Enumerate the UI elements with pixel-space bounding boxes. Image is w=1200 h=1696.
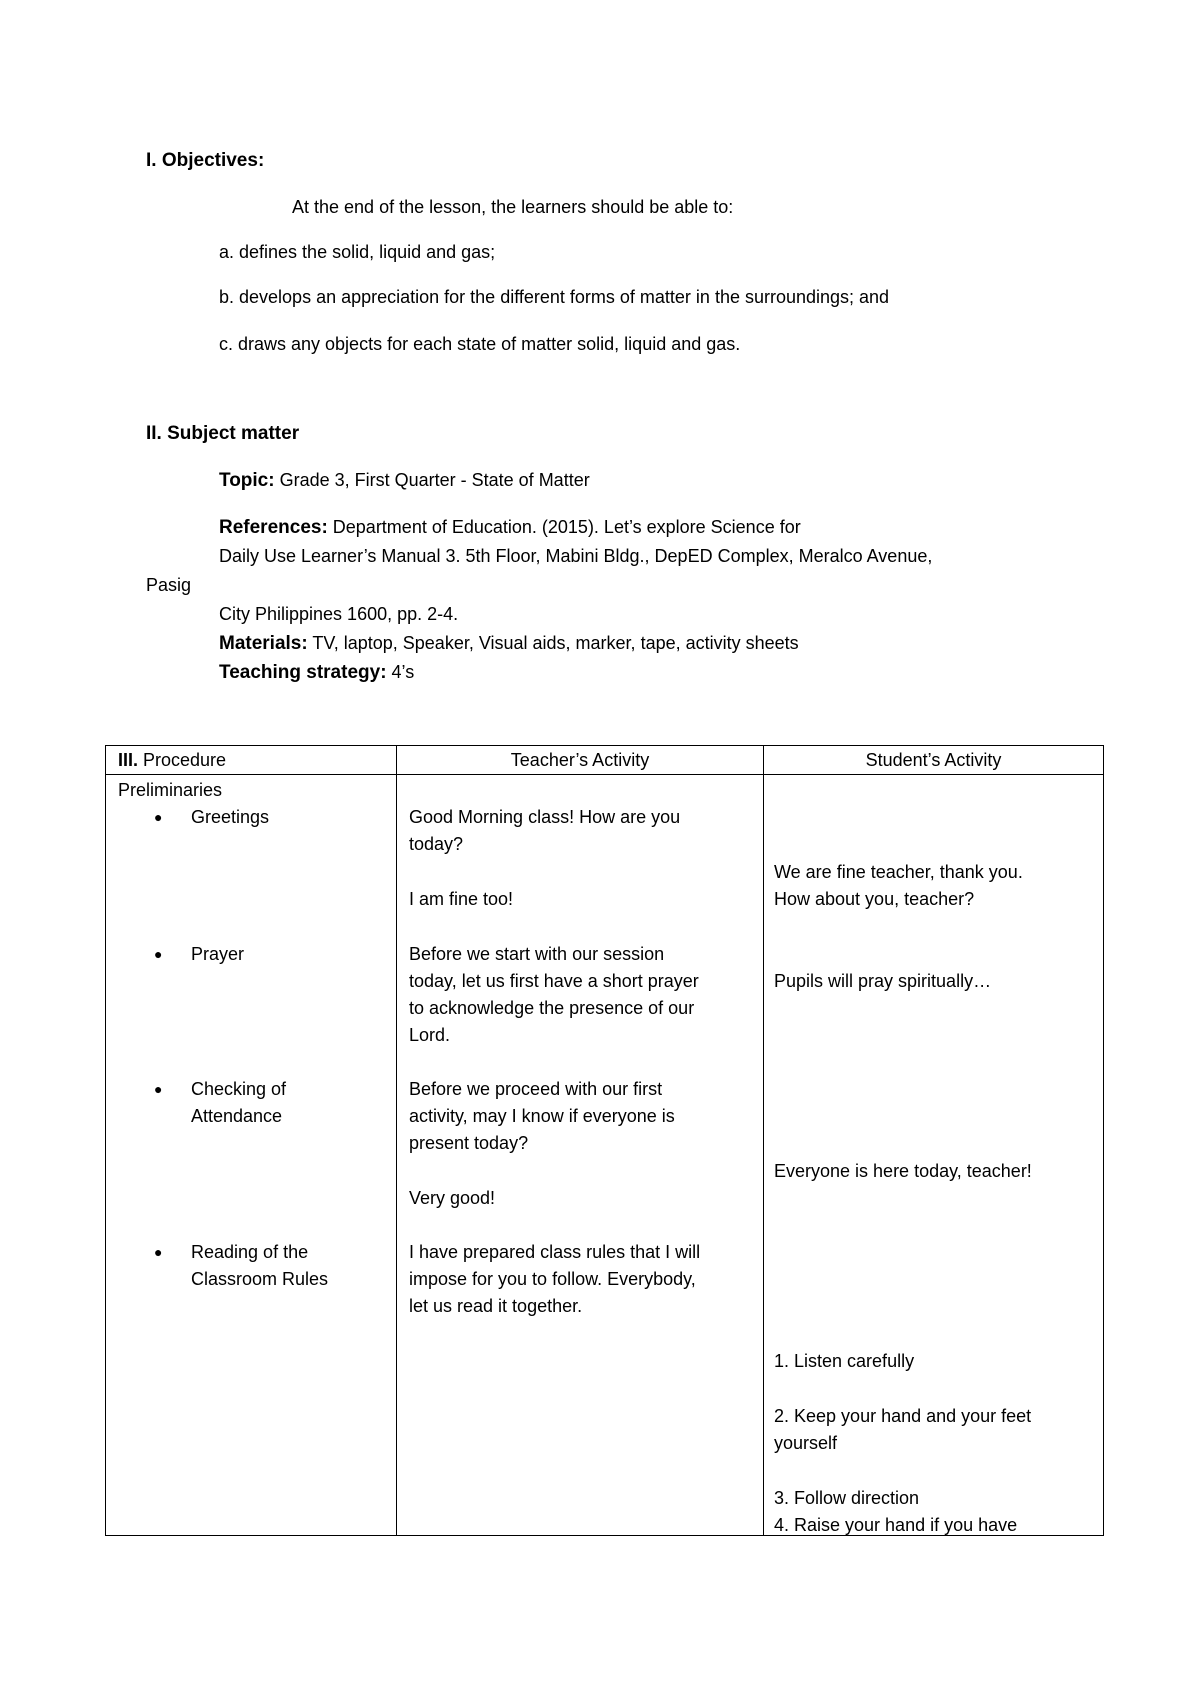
student-rule-3: 3. Follow direction — [774, 1488, 920, 1508]
student-fine-line-1: We are fine teacher, thank you. — [774, 862, 1023, 882]
step-rules-line-2: Classroom Rules — [191, 1269, 329, 1289]
bullet-icon: ● — [154, 809, 163, 825]
teacher-prayer-line-4: Lord. — [409, 1025, 451, 1045]
student-rule-1: 1. Listen carefully — [774, 1351, 915, 1371]
strategy-label: Teaching strategy: — [219, 662, 387, 683]
teacher-prayer-line-2: today, let us first have a short prayer — [409, 971, 699, 991]
topic-label: Topic: — [219, 470, 275, 491]
procedure-table-header — [106, 746, 1104, 775]
teacher-activity-column — [397, 775, 764, 1536]
teacher-very-good: Very good! — [409, 1188, 496, 1208]
student-fine-line-2: How about you, teacher? — [774, 889, 975, 909]
student-rule-2-line-2: yourself — [774, 1433, 838, 1453]
step-greetings: Greetings — [191, 807, 270, 827]
materials-line — [219, 632, 799, 655]
references-line-3: Pasig — [146, 575, 192, 595]
bullet-icon: ● — [154, 946, 163, 962]
bullet-icon: ● — [154, 1081, 163, 1097]
teacher-greeting-line-2: today? — [409, 834, 464, 854]
strategy-value: 4’s — [386, 662, 415, 682]
teacher-attendance-line-3: present today? — [409, 1133, 529, 1153]
materials-label: Materials: — [219, 633, 308, 654]
objectives-heading: I. Objectives: — [146, 150, 265, 171]
topic-line — [219, 469, 590, 492]
header-procedure-label: Procedure — [138, 750, 227, 770]
step-prayer: Prayer — [191, 944, 245, 964]
procedure-table-row — [106, 775, 1104, 1536]
procedure-column — [106, 775, 397, 1536]
references-line-2: Daily Use Learner’s Manual 3. 5th Floor, Mabini Bldg., DepED Complex, Meralco Avenue, — [219, 546, 933, 566]
objective-item-a: a. defines the solid, liquid and gas; — [219, 242, 496, 262]
subject-matter-heading: II. Subject matter — [146, 423, 300, 444]
student-rule-4: 4. Raise your hand if you have — [774, 1515, 1018, 1535]
references-text-1: Department of Education. (2015). Let’s explore Science for — [327, 517, 801, 537]
step-attendance-line-2: Attendance — [191, 1106, 283, 1126]
references-label: References: — [219, 517, 328, 538]
objective-item-b: b. develops an appreciation for the different forms of matter in the surroundings; and — [219, 287, 890, 307]
teacher-rules-line-2: impose for you to follow. Everybody, — [409, 1269, 696, 1289]
objectives-intro: At the end of the lesson, the learners should be able to: — [292, 197, 734, 217]
teacher-prayer-line-3: to acknowledge the presence of our — [409, 998, 695, 1018]
teacher-attendance-line-2: activity, may I know if everyone is — [409, 1106, 675, 1126]
student-activity-column — [764, 775, 1104, 1536]
step-attendance-line-1: Checking of — [191, 1079, 287, 1099]
teacher-greeting-line-1: Good Morning class! How are you — [409, 807, 681, 827]
topic-value: Grade 3, First Quarter - State of Matter — [274, 470, 590, 490]
references-line-1 — [219, 516, 801, 539]
materials-value: TV, laptop, Speaker, Visual aids, marker, tape, activity sheets — [307, 633, 799, 653]
header-procedure-number: III. — [118, 750, 139, 770]
procedure-table — [105, 745, 1104, 1536]
teacher-rules-line-3: let us read it together. — [409, 1296, 583, 1316]
header-student-activity: Student’s Activity — [764, 746, 1104, 775]
student-rule-2-line-1: 2. Keep your hand and your feet — [774, 1406, 1032, 1426]
teacher-prayer-line-1: Before we start with our session — [409, 944, 665, 964]
student-pray: Pupils will pray spiritually… — [774, 971, 992, 991]
student-everyone-here: Everyone is here today, teacher! — [774, 1161, 1032, 1181]
header-teacher-activity: Teacher’s Activity — [397, 746, 764, 775]
teacher-rules-line-1: I have prepared class rules that I will — [409, 1242, 701, 1262]
header-procedure — [106, 746, 397, 775]
teacher-fine-too: I am fine too! — [409, 889, 514, 909]
step-rules-line-1: Reading of the — [191, 1242, 309, 1262]
strategy-line — [219, 661, 414, 684]
preliminaries-label: Preliminaries — [118, 780, 223, 800]
bullet-icon: ● — [154, 1244, 163, 1260]
objective-item-c: c. draws any objects for each state of matter solid, liquid and gas. — [219, 334, 741, 354]
teacher-attendance-line-1: Before we proceed with our first — [409, 1079, 663, 1099]
references-line-4: City Philippines 1600, pp. 2-4. — [219, 604, 459, 624]
